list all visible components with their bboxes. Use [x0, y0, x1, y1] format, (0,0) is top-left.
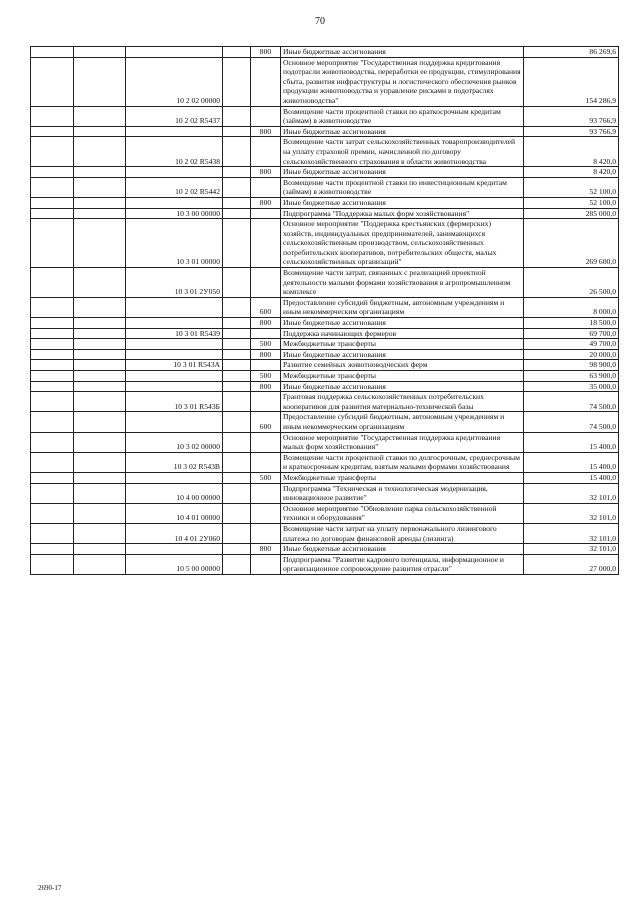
empty-cell — [74, 483, 126, 503]
row-name: Предоставление субсидий бюджетным, автономным учреждениям и иным некоммерческим организациям — [281, 297, 524, 317]
row-name: Подпрограмма "Развитие кадрового потенциала, информационное и организационное сопровождение развития отрасли" — [281, 554, 524, 574]
table-row — [31, 57, 619, 106]
empty-cell — [223, 452, 251, 472]
empty-cell — [74, 167, 126, 178]
row-name: Возмещение части затрат на уплату первоначального лизингового платежа по договорам финансовой аренды (лизинга) — [281, 523, 524, 543]
empty-cell — [31, 177, 74, 197]
empty-cell — [74, 47, 126, 58]
target-article-code: 10 3 02 R543В — [126, 452, 223, 472]
row-name: Иные бюджетные ассигнования — [281, 318, 524, 329]
table-row — [31, 268, 619, 298]
empty-cell — [223, 177, 251, 197]
target-article-code — [126, 381, 223, 392]
row-name: Иные бюджетные ассигнования — [281, 197, 524, 208]
empty-cell — [74, 472, 126, 483]
expense-type-code: 800 — [251, 167, 281, 178]
expense-type-code — [251, 268, 281, 298]
empty-cell — [31, 297, 74, 317]
empty-cell — [31, 503, 74, 523]
empty-cell — [74, 328, 126, 339]
empty-cell — [31, 57, 74, 106]
row-amount: 285 000,0 — [524, 208, 619, 219]
row-name: Основное мероприятие "Государственная поддержка кредитования малых форм хозяйствования" — [281, 432, 524, 452]
empty-cell — [223, 371, 251, 382]
row-amount: 69 700,0 — [524, 328, 619, 339]
target-article-code — [126, 197, 223, 208]
empty-cell — [74, 219, 126, 268]
empty-cell — [74, 177, 126, 197]
empty-cell — [74, 392, 126, 412]
empty-cell — [223, 106, 251, 126]
empty-cell — [223, 432, 251, 452]
empty-cell — [223, 554, 251, 574]
row-name: Иные бюджетные ассигнования — [281, 126, 524, 137]
table-row — [31, 554, 619, 574]
row-amount: 20 000,0 — [524, 349, 619, 360]
target-article-code: 10 2 02 R5437 — [126, 106, 223, 126]
table-row — [31, 371, 619, 382]
empty-cell — [223, 349, 251, 360]
empty-cell — [31, 349, 74, 360]
empty-cell — [223, 208, 251, 219]
empty-cell — [74, 371, 126, 382]
empty-cell — [74, 137, 126, 167]
empty-cell — [223, 544, 251, 555]
table-row — [31, 452, 619, 472]
row-amount: 32 101,0 — [524, 544, 619, 555]
table-row — [31, 392, 619, 412]
expense-type-code — [251, 360, 281, 371]
table-row — [31, 412, 619, 432]
empty-cell — [223, 360, 251, 371]
table-row — [31, 483, 619, 503]
table-row — [31, 381, 619, 392]
row-amount: 15 400,0 — [524, 452, 619, 472]
empty-cell — [74, 452, 126, 472]
row-amount: 74 500,0 — [524, 412, 619, 432]
empty-cell — [31, 554, 74, 574]
empty-cell — [223, 126, 251, 137]
table-row — [31, 339, 619, 350]
empty-cell — [223, 219, 251, 268]
expense-type-code: 800 — [251, 381, 281, 392]
target-article-code — [126, 318, 223, 329]
expense-type-code — [251, 483, 281, 503]
empty-cell — [31, 452, 74, 472]
empty-cell — [223, 381, 251, 392]
table-row — [31, 177, 619, 197]
empty-cell — [31, 268, 74, 298]
row-amount: 32 101,0 — [524, 503, 619, 523]
target-article-code: 10 3 01 2У050 — [126, 268, 223, 298]
expense-type-code: 800 — [251, 47, 281, 58]
empty-cell — [74, 349, 126, 360]
row-amount: 269 600,0 — [524, 219, 619, 268]
expense-type-code — [251, 523, 281, 543]
table-row — [31, 318, 619, 329]
empty-cell — [223, 297, 251, 317]
table-row — [31, 219, 619, 268]
empty-cell — [223, 483, 251, 503]
target-article-code: 10 4 01 2У060 — [126, 523, 223, 543]
empty-cell — [74, 503, 126, 523]
empty-cell — [74, 318, 126, 329]
table-row — [31, 47, 619, 58]
row-amount: 8 000,0 — [524, 297, 619, 317]
table-row — [31, 197, 619, 208]
empty-cell — [31, 47, 74, 58]
row-name: Межбюджетные трансферты — [281, 371, 524, 382]
row-amount: 93 766,9 — [524, 106, 619, 126]
table-row — [31, 137, 619, 167]
empty-cell — [31, 318, 74, 329]
table-row — [31, 297, 619, 317]
row-name: Иные бюджетные ассигнования — [281, 167, 524, 178]
target-article-code — [126, 412, 223, 432]
empty-cell — [223, 328, 251, 339]
row-amount: 8 420,0 — [524, 167, 619, 178]
expense-type-code: 800 — [251, 318, 281, 329]
expense-type-code: 800 — [251, 349, 281, 360]
target-article-code — [126, 472, 223, 483]
target-article-code: 10 4 00 00000 — [126, 483, 223, 503]
row-amount: 49 700,0 — [524, 339, 619, 350]
row-amount: 32 101,0 — [524, 523, 619, 543]
expense-type-code: 800 — [251, 126, 281, 137]
row-amount: 27 000,0 — [524, 554, 619, 574]
target-article-code: 10 3 01 00000 — [126, 219, 223, 268]
empty-cell — [223, 318, 251, 329]
empty-cell — [74, 554, 126, 574]
target-article-code: 10 2 02 00000 — [126, 57, 223, 106]
expense-type-code — [251, 328, 281, 339]
expense-type-code — [251, 208, 281, 219]
table-row — [31, 503, 619, 523]
expense-type-code — [251, 177, 281, 197]
target-article-code: 10 3 00 00000 — [126, 208, 223, 219]
expense-type-code — [251, 452, 281, 472]
row-name: Иные бюджетные ассигнования — [281, 349, 524, 360]
target-article-code: 10 2 02 R5442 — [126, 177, 223, 197]
empty-cell — [31, 483, 74, 503]
empty-cell — [74, 544, 126, 555]
empty-cell — [31, 432, 74, 452]
target-article-code: 10 5 00 00000 — [126, 554, 223, 574]
table-row — [31, 208, 619, 219]
table-row — [31, 167, 619, 178]
empty-cell — [223, 392, 251, 412]
row-amount: 98 900,0 — [524, 360, 619, 371]
empty-cell — [223, 339, 251, 350]
row-amount: 32 101,0 — [524, 483, 619, 503]
empty-cell — [74, 412, 126, 432]
empty-cell — [31, 219, 74, 268]
expense-type-code: 500 — [251, 339, 281, 350]
target-article-code — [126, 339, 223, 350]
empty-cell — [31, 523, 74, 543]
row-name: Возмещение части затрат, связанных с реализацией проектной деятельности малыми формами хозяйствования в агропромышленном комплексе — [281, 268, 524, 298]
row-name: Грантовая поддержка сельскохозяйственных потребительских кооперативов для развития материально-технической базы — [281, 392, 524, 412]
target-article-code: 10 3 01 R5439 — [126, 328, 223, 339]
empty-cell — [31, 328, 74, 339]
row-amount: 15 400,0 — [524, 472, 619, 483]
target-article-code: 10 4 01 00000 — [126, 503, 223, 523]
table-row — [31, 432, 619, 452]
table-row — [31, 328, 619, 339]
row-name: Межбюджетные трансферты — [281, 472, 524, 483]
row-name: Межбюджетные трансферты — [281, 339, 524, 350]
table-row — [31, 349, 619, 360]
empty-cell — [223, 523, 251, 543]
row-name: Предоставление субсидий бюджетным, автономным учреждениям и иным некоммерческим организациям — [281, 412, 524, 432]
row-name: Возмещение части процентной ставки по инвестиционным кредитам (займам) в животноводстве — [281, 177, 524, 197]
target-article-code — [126, 544, 223, 555]
table-row — [31, 472, 619, 483]
row-amount: 86 269,6 — [524, 47, 619, 58]
row-name: Возмещение части процентной ставки по краткосрочным кредитам (займам) в животноводстве — [281, 106, 524, 126]
target-article-code — [126, 47, 223, 58]
row-amount: 35 000,0 — [524, 381, 619, 392]
target-article-code: 10 3 02 00000 — [126, 432, 223, 452]
target-article-code — [126, 371, 223, 382]
row-amount: 93 766,9 — [524, 126, 619, 137]
empty-cell — [74, 197, 126, 208]
row-amount: 18 500,0 — [524, 318, 619, 329]
empty-cell — [31, 392, 74, 412]
empty-cell — [74, 268, 126, 298]
row-name: Подпрограмма "Техническая и технологическая модернизация, инновационное развитие" — [281, 483, 524, 503]
empty-cell — [223, 268, 251, 298]
empty-cell — [223, 137, 251, 167]
empty-cell — [74, 297, 126, 317]
row-amount: 63 900,0 — [524, 371, 619, 382]
target-article-code — [126, 126, 223, 137]
empty-cell — [223, 412, 251, 432]
target-article-code: 10 3 01 R543Б — [126, 392, 223, 412]
empty-cell — [31, 381, 74, 392]
expense-type-code: 800 — [251, 544, 281, 555]
row-amount: 52 100,0 — [524, 197, 619, 208]
expense-type-code — [251, 106, 281, 126]
empty-cell — [31, 339, 74, 350]
row-name: Основное мероприятие "Обновление парка сельскохозяйственной техники и оборудования" — [281, 503, 524, 523]
row-name: Иные бюджетные ассигнования — [281, 381, 524, 392]
empty-cell — [31, 126, 74, 137]
empty-cell — [31, 472, 74, 483]
row-name: Подпрограмма "Поддержка малых форм хозяйствования" — [281, 208, 524, 219]
row-name: Основное мероприятие "Государственная поддержка кредитования подотрасли животноводства, переработки ее продукции, стимулирования сбыта, развития инфраструктуры и логистического обеспечения рынков продукции животноводства и управление рисками в подотраслях животноводства" — [281, 57, 524, 106]
row-name: Поддержка начинающих фермеров — [281, 328, 524, 339]
expense-type-code — [251, 57, 281, 106]
row-amount: 52 100,0 — [524, 177, 619, 197]
expense-type-code — [251, 432, 281, 452]
empty-cell — [31, 360, 74, 371]
empty-cell — [223, 57, 251, 106]
expense-type-code — [251, 554, 281, 574]
row-amount: 74 500,0 — [524, 392, 619, 412]
empty-cell — [74, 432, 126, 452]
budget-table — [30, 46, 619, 575]
expense-type-code — [251, 219, 281, 268]
empty-cell — [223, 472, 251, 483]
table-row — [31, 360, 619, 371]
empty-cell — [31, 137, 74, 167]
empty-cell — [74, 126, 126, 137]
row-amount: 15 400,0 — [524, 432, 619, 452]
document-footer-code: 2690-17 — [38, 884, 62, 892]
empty-cell — [74, 106, 126, 126]
expense-type-code — [251, 137, 281, 167]
empty-cell — [31, 167, 74, 178]
row-name: Основное мероприятие "Поддержка крестьянских (фермерских) хозяйств, индивидуальных предпринимателей, занимающихся сельскохозяйственным производством, сельскохозяйственных потребительских кооперативов, потребительских обществ, малых сельскохозяйственных организаций" — [281, 219, 524, 268]
empty-cell — [223, 167, 251, 178]
empty-cell — [74, 523, 126, 543]
empty-cell — [31, 106, 74, 126]
empty-cell — [31, 197, 74, 208]
empty-cell — [223, 503, 251, 523]
empty-cell — [31, 371, 74, 382]
row-name: Возмещение части затрат сельскохозяйственных товаропроизводителей на уплату страховой премии, начисленной по договору сельскохозяйственного страхования в области животноводства — [281, 137, 524, 167]
target-article-code — [126, 349, 223, 360]
target-article-code — [126, 297, 223, 317]
expense-type-code: 500 — [251, 472, 281, 483]
expense-type-code: 600 — [251, 412, 281, 432]
target-article-code: 10 3 01 R543А — [126, 360, 223, 371]
empty-cell — [223, 47, 251, 58]
row-name: Возмещение части процентной ставки по долгосрочным, среднесрочным и краткосрочным кредитам, взятым малыми формами хозяйствования — [281, 452, 524, 472]
expense-type-code: 500 — [251, 371, 281, 382]
expense-type-code: 600 — [251, 297, 281, 317]
empty-cell — [223, 197, 251, 208]
table-row — [31, 523, 619, 543]
empty-cell — [74, 381, 126, 392]
table-row — [31, 544, 619, 555]
row-name: Иные бюджетные ассигнования — [281, 544, 524, 555]
row-amount: 8 420,0 — [524, 137, 619, 167]
empty-cell — [31, 544, 74, 555]
page-number: 70 — [315, 16, 325, 27]
row-name: Иные бюджетные ассигнования — [281, 47, 524, 58]
row-amount: 26 500,0 — [524, 268, 619, 298]
empty-cell — [74, 339, 126, 350]
table-row — [31, 106, 619, 126]
table-row — [31, 126, 619, 137]
empty-cell — [31, 208, 74, 219]
empty-cell — [74, 208, 126, 219]
empty-cell — [74, 57, 126, 106]
row-name: Развитие семейных животноводческих ферм — [281, 360, 524, 371]
expense-type-code — [251, 503, 281, 523]
target-article-code: 10 2 02 R5438 — [126, 137, 223, 167]
expense-type-code — [251, 392, 281, 412]
target-article-code — [126, 167, 223, 178]
row-amount: 154 286,9 — [524, 57, 619, 106]
empty-cell — [74, 360, 126, 371]
empty-cell — [31, 412, 74, 432]
expense-type-code: 800 — [251, 197, 281, 208]
